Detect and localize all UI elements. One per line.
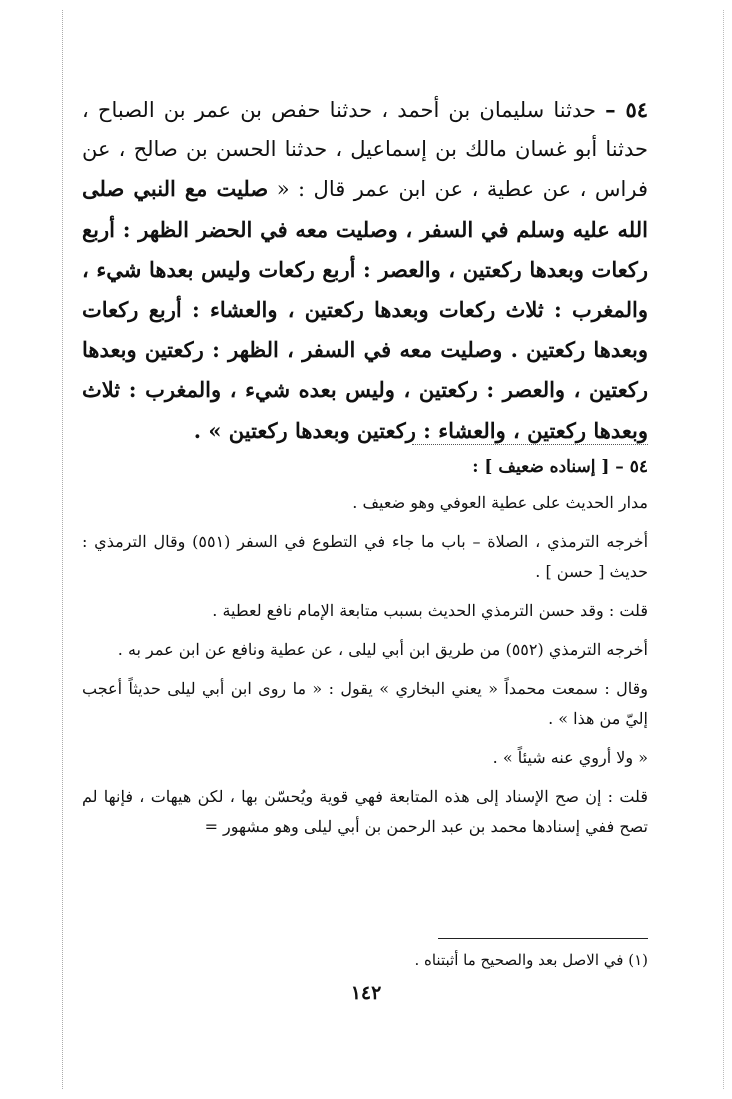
section-divider <box>412 444 648 445</box>
chain-grade: ٥٤ – [ إسناده ضعيف ] : <box>472 457 648 477</box>
hadith-number: ٥٤ – <box>605 97 649 122</box>
commentary-paragraph: قلت : إن صح الإسناد إلى هذه المتابعة فهي قوية ويُحسّن بها ، لكن هيهات ، فإنها لم تصح ففي إسنادها محمد بن عبد الرحمن بن أبي ليلى وهو مشهور = <box>82 787 648 836</box>
commentary-paragraph: مدار الحديث على عطية العوفي وهو ضعيف . <box>352 493 648 512</box>
footnote-rule <box>438 938 648 939</box>
hadith-chain: حدثنا سليمان بن أحمد ، حدثنا حفص بن عمر بن الصباح ، حدثنا أبو غسان مالك بن إسماعيل ، حدثنا الحسن بن صالح ، عن فراس ، عن عطية ، عن ابن عمر قال : « <box>82 98 648 202</box>
commentary <box>82 452 648 851</box>
hadith-matn: صليت مع النبي صلى الله عليه وسلم في السفر ، وصليت معه في الحضر الظهر : أربع ركعات وبعدها ركعتين ، والعصر : أربع ركعات وليس بعدها شيء ، والمغرب : ثلاث ركعات وبعدها ركعتين ، والعشاء : أربع ركعات وبعدها ركعتين . وصليت معه في السفر ، الظهر : ركعتين وبعدها ركعتين ، والعصر : ركعتين ، وليس بعده شيء ، والمغرب : ثلاث وبعدها ركعتين ، والعشاء : ركعتين وبعدها ركعتين » . <box>82 176 648 443</box>
footnote: (١) في الاصل بعد والصحيح ما أثبتناه . <box>414 951 648 969</box>
commentary-paragraph: أخرجه الترمذي (٥٥٢) من طريق ابن أبي ليلى ، عن عطية ونافع عن ابن عمر به . <box>117 640 648 659</box>
page-number: ١٤٢ <box>350 982 382 1004</box>
page-edge-right <box>723 10 724 1089</box>
page-edge-left <box>62 10 63 1089</box>
commentary-paragraph: وقال : سمعت محمداً « يعني البخاري » يقول : « ما روى ابن أبي ليلى حديثاً أعجب إليّ من هذا » . <box>82 679 648 728</box>
hadith-text <box>82 90 648 451</box>
commentary-paragraph: قلت : وقد حسن الترمذي الحديث بسبب متابعة الإمام نافع لعطية . <box>212 601 648 620</box>
commentary-paragraph: أخرجه الترمذي ، الصلاة – باب ما جاء في التطوع في السفر (٥٥١) وقال الترمذي : حديث [ حسن ] . <box>82 532 649 581</box>
commentary-paragraph: « ولا أروي عنه شيئاً » . <box>492 748 648 767</box>
